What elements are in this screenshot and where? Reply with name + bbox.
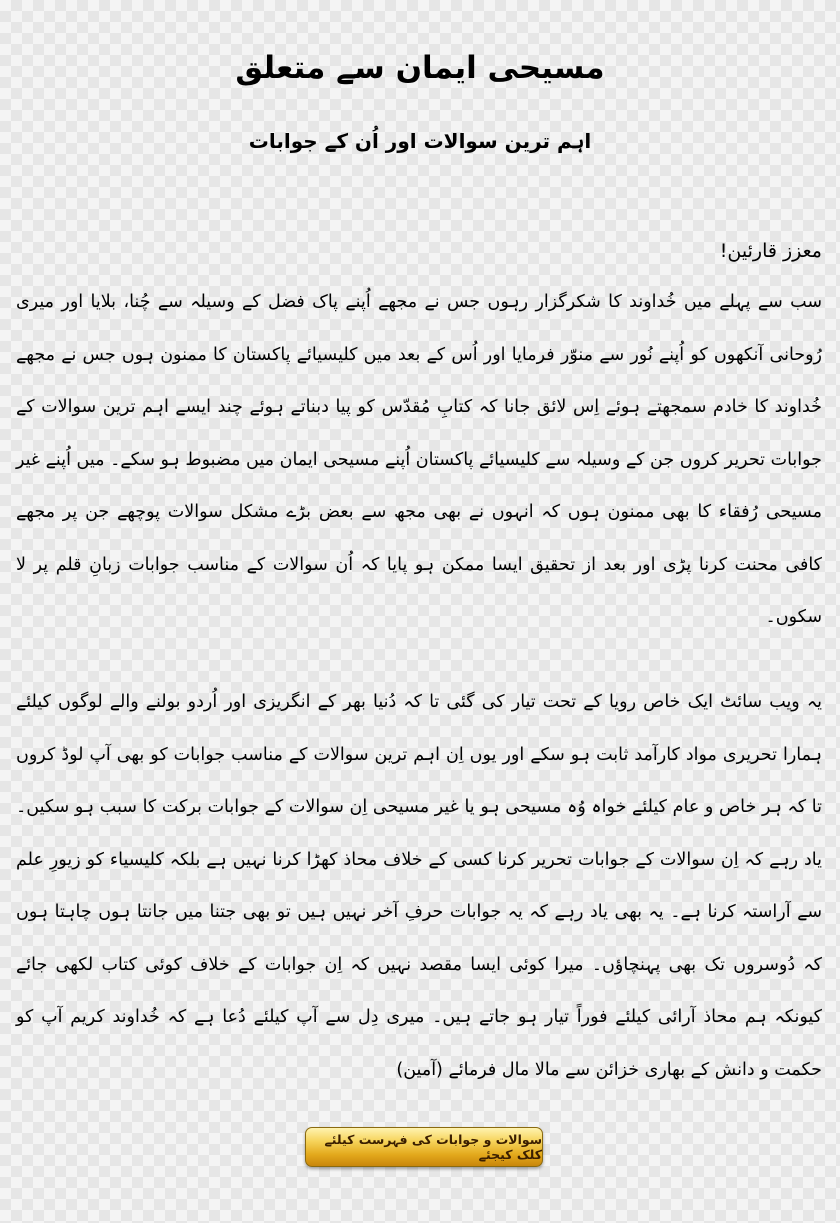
website-purpose-paragraph: یہ ویب سائٹ ایک خاص رویا کے تحت تیار کی گئی تا کہ دُنیا بھر کے انگریزی اور اُردو بولنے والے لوگوں کیلئے ہمارا تحریری مواد کارآمد ثابت ہو سکے اور یوں اِن اہم ترین سوالات کے مناسب جوابات کو بھی آپ لوڈ کروں تا کہ ہر خاص و عام کیلئے خواہ وُہ مسیحی ہو یا غیر مسیحی اِن سوالات کے جوابات برکت کا سبب ہو سکیں۔ یاد رہے کہ اِن سوالات کے جوابات تحریر کرنا کسی کے خلاف محاذ کھڑا کرنا نہیں ہے بلکہ کلیسیاء کو زیورِ علم سے آراستہ کرنا ہے۔ یہ بھی یاد رہے کہ یہ جوابات حرفِ آخر نہیں ہیں تو بھی جتنا میں جانتا ہوں چاہتا ہوں کہ دُوسروں تک بھی پہنچاؤں۔ میرا کوئی ایسا مقصد نہیں کہ اِن جوابات کے خلاف کوئی کتاب لکھی جائے کیونکہ ہم محاذ آرائی کیلئے فوراً تیار ہو جاتے ہیں۔ میری دِل سے آپ کیلئے دُعا ہے کہ خُداوند کریم آپ کو حکمت و دانش کے بھاری خزائن سے مالا مال فرمائے (آمین) xyxy=(16,692,822,1080)
intro-paragraph: سب سے پہلے میں خُداوند کا شکرگزار رہوں جس نے مجھے اُپنے پاک فضل کے وسیلہ سے چُنا، بلایا اور میری رُوحانی آنکھوں کو اُپنے نُور سے منوّر فرمایا اور اُس کے بعد میں کلیسیائے پاکستان کا ممنون ہوں جس نے مجھے خُداوند کا خادم سمجھتے ہوئے اِس لائق جانا کہ کتابِ مُقدّس کو پیا دبناتے ہوئے چند ایسے اہم ترین سوالات کے جوابات تحریر کروں جن کے وسیلہ سے کلیسیائے پاکستان اُپنے مسیحی ایمان میں مضبوط ہو سکے۔ میں اُپنے غیر مسیحی رُفقاء کا بھی ممنون ہوں کہ انہوں نے بھی مجھ سے بعض بڑے مشکل سوالات پوچھے جن پر مجھے کافی محنت کرنا پڑی اور بعد از تحقیق ایسا ممکن ہو پایا کہ اُن سوالات کے مناسب جوابات زبانِ قلم پر لا سکوں۔ xyxy=(16,292,822,627)
salutation: معزز قارئین! xyxy=(719,240,822,262)
page-subtitle: اہم ترین سوالات اور اُن کے جوابات xyxy=(248,129,592,153)
page-title: مسیحی ایمان سے متعلق xyxy=(235,50,605,86)
questions-list-button[interactable]: سوالات و جوابات کی فہرست کیلئے کلک کیجئے xyxy=(305,1127,543,1167)
